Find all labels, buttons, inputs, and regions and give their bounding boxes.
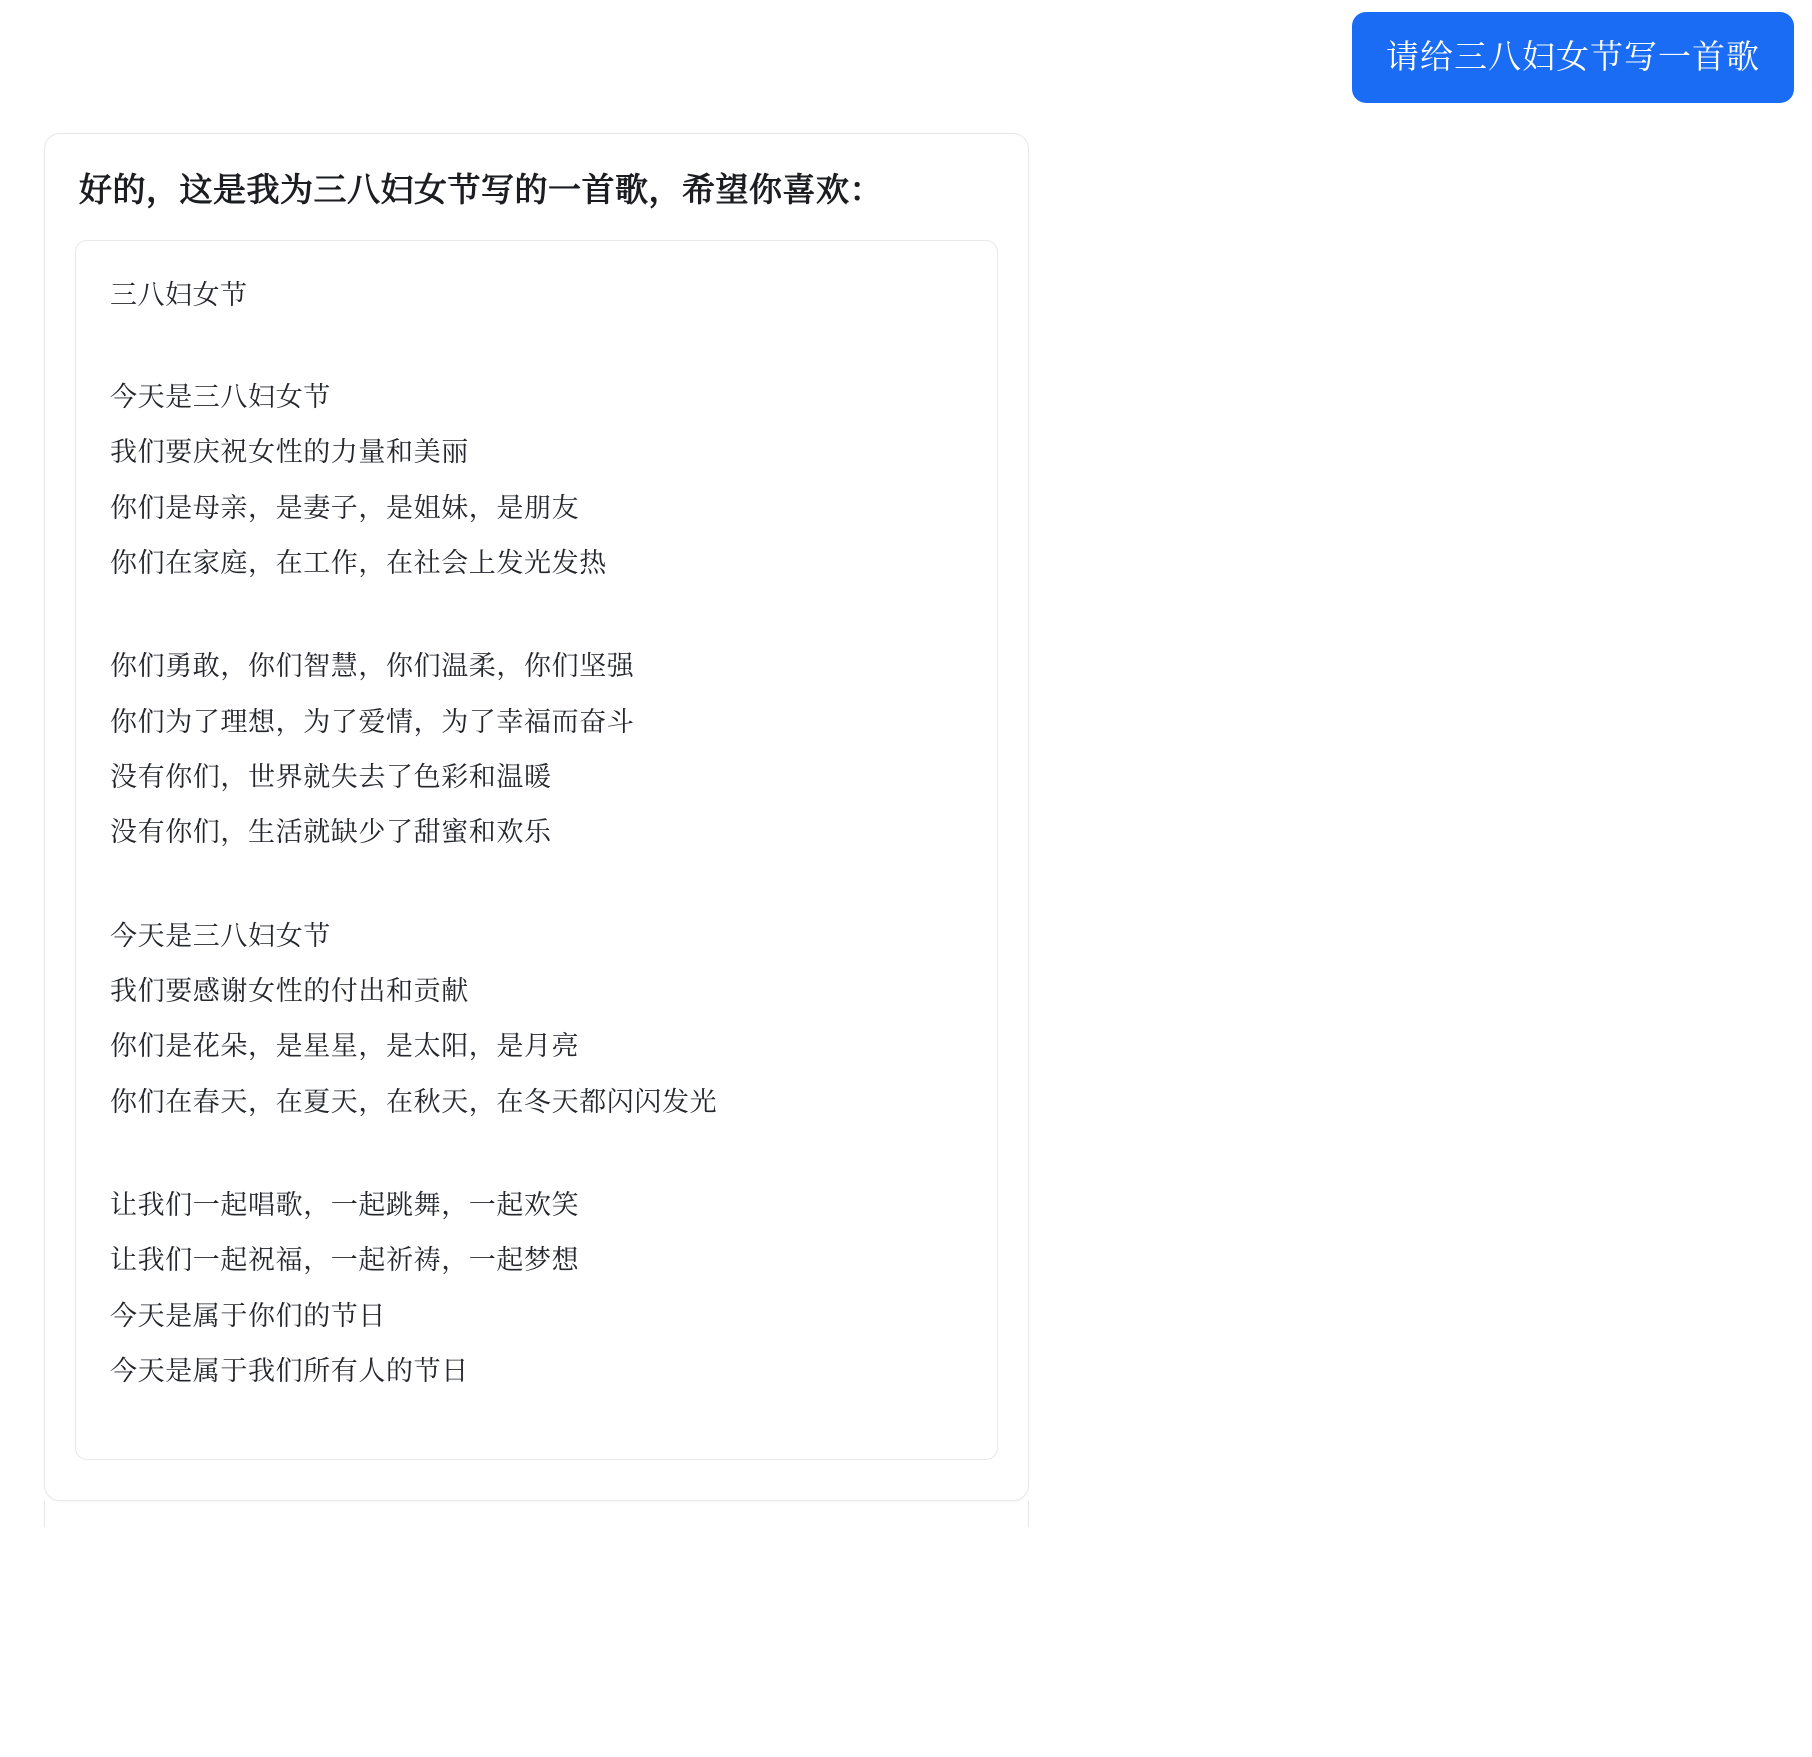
song-line: 让我们一起祝福，一起祈祷，一起梦想 — [110, 1245, 580, 1276]
song-stanza — [110, 639, 963, 860]
assistant-message-row — [0, 103, 1812, 1502]
song-line: 我们要感谢女性的付出和贡献 — [110, 976, 469, 1007]
song-line: 你们在春天，在夏天，在秋天，在冬天都闪闪发光 — [110, 1086, 718, 1117]
song-line: 没有你们，世界就失去了色彩和温暖 — [110, 762, 552, 792]
song-line: 你们在家庭，在工作，在社会上发光发热 — [110, 547, 607, 578]
song-line: 你们是花朵，是星星，是太阳，是月亮 — [110, 1031, 580, 1062]
song-stanza — [110, 909, 963, 1130]
song-line: 我们要庆祝女性的力量和美丽 — [110, 437, 469, 468]
song-title: 三八妇女节 — [110, 280, 248, 311]
song-line: 今天是属于我们所有人的节日 — [110, 1356, 469, 1387]
song-line: 你们勇敢，你们智慧，你们温柔，你们坚强 — [110, 651, 635, 682]
assistant-intro-text: 好的，这是我为三八妇女节写的一首歌，希望你喜欢： — [79, 170, 883, 208]
user-message-bubble[interactable]: 请给三八妇女节写一首歌 — [1352, 12, 1794, 103]
song-line: 你们是母亲，是妻子，是姐妹，是朋友 — [110, 492, 580, 523]
song-block — [75, 240, 998, 1460]
song-stanza — [110, 1178, 963, 1399]
song-line: 今天是属于你们的节日 — [110, 1300, 386, 1331]
assistant-card-overflow — [44, 1501, 1029, 1527]
song-line: 没有你们，生活就缺少了甜蜜和欢乐 — [110, 817, 552, 848]
assistant-message-card — [44, 133, 1029, 1502]
song-stanza — [110, 370, 963, 591]
song-line: 你们为了理想，为了爱情，为了幸福而奋斗 — [110, 706, 635, 737]
user-message-row — [0, 0, 1812, 103]
song-line: 今天是三八妇女节 — [110, 381, 331, 412]
song-line: 今天是三八妇女节 — [110, 920, 331, 951]
song-line: 让我们一起唱歌，一起跳舞，一起欢笑 — [110, 1190, 580, 1221]
